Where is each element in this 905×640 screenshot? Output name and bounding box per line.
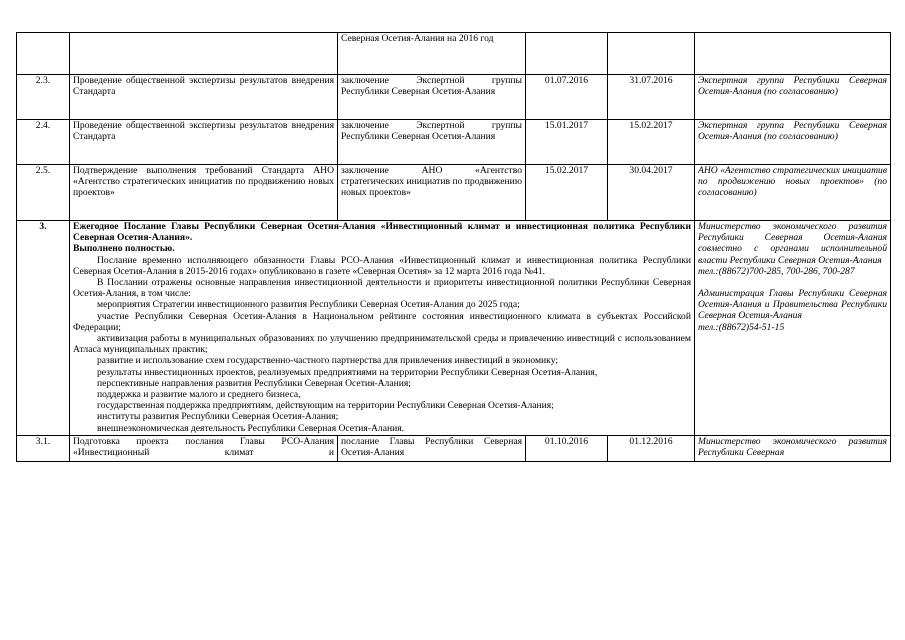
list-item: институты развития Республики Северная Осетия-Алания; (97, 411, 339, 423)
list-item: перспективные направления развития Республики Северная Осетия-Алания; (97, 377, 411, 389)
status-text: Выполнено полностью. (73, 243, 175, 255)
responsible-administration: Администрация Главы Республики Северная Осетия-Алания и Правительства Республики Северная Осетия-Алания (698, 288, 887, 322)
start-date-cell: 01.10.2016 (526, 435, 608, 461)
section-heading: Ежегодное Послание Главы Республики Северная Осетия-Алания «Инвестиционный климат и инвестиционная политика Республики Северная Осетия-Алания». (73, 221, 691, 244)
responsible-cell (695, 33, 891, 75)
paragraph: В Послании отражены основные направления инвестиционной деятельности и приоритеты инвестиционной политики Республики Северная Осетия-Алания, в том числе: (73, 277, 691, 300)
row-number: 2.5. (17, 165, 70, 221)
list-item: внешнеэкономическая деятельность Республики Северная Осетия-Алания. (97, 422, 405, 434)
document-type-cell: Северная Осетия-Алания на 2016 год (338, 33, 526, 75)
section-number: 3. (17, 221, 70, 436)
end-date-cell: 30.04.2017 (608, 165, 695, 221)
list-item: государственная поддержка предприятиям, действующим на территории Республики Северная Осетия-Алания; (97, 400, 554, 412)
end-date-cell: 15.02.2017 (608, 120, 695, 165)
end-date-cell (608, 33, 695, 75)
responsible-cell: Министерство экономического развития Республики Северная (695, 435, 891, 461)
table-row (17, 75, 891, 120)
list-item: поддержка и развитие малого и среднего бизнеса, (97, 389, 301, 401)
list-item: развитие и использование схем государственно-частного партнерства для привлечения инвестиций в экономику; (97, 355, 559, 367)
list-item: участие Республики Северная Осетия-Алания в Национальном рейтинге состояния инвестиционного климата в субъектах Российской Федерации; (73, 310, 691, 333)
table-row (17, 221, 891, 436)
end-date-cell: 01.12.2016 (608, 435, 695, 461)
responsible-cell: АНО «Агентство стратегических инициатив по продвижению новых проектов» (по согласованию) (695, 165, 891, 221)
start-date-cell: 15.01.2017 (526, 120, 608, 165)
end-date-cell: 31.07.2016 (608, 75, 695, 120)
row-number (17, 33, 70, 75)
row-number: 2.4. (17, 120, 70, 165)
table-row (17, 120, 891, 165)
document-type-cell: заключение АНО «Агентство стратегических инициатив по продвижению новых проектов» (338, 165, 526, 221)
responsible-cell: Экспертная группа Республики Северная Осетия-Алания (по согласованию) (695, 120, 891, 165)
start-date-cell (526, 33, 608, 75)
phone-text: тел.:(88672)54-51-15 (698, 321, 785, 333)
document-type-cell: заключение Экспертной группы Республики Северная Осетия-Алания (338, 120, 526, 165)
list-item: мероприятия Стратегии инвестиционного развития Республики Северная Осетия-Алания до 2025 года; (97, 299, 520, 311)
row-number: 3.1. (17, 435, 70, 461)
start-date-cell: 15.02.2017 (526, 165, 608, 221)
responsible-cell: Экспертная группа Республики Северная Осетия-Алания (по согласованию) (695, 75, 891, 120)
task-cell (70, 33, 338, 75)
task-cell: Подтверждение выполнения требований Стандарта АНО «Агентство стратегических инициатив по продвижению новых проектов» (70, 165, 338, 221)
action-plan-table (16, 32, 891, 462)
task-cell: Проведение общественной экспертизы результатов внедрения Стандарта (70, 75, 338, 120)
table-row (17, 165, 891, 221)
table-row (17, 33, 891, 75)
row-number: 2.3. (17, 75, 70, 120)
section-content-cell (70, 221, 695, 436)
phone-text: тел.:(88672)700-285, 700-286, 700-287 (698, 265, 855, 277)
spacer (698, 277, 887, 288)
responsible-ministry: Министерство экономического развития Республики Северная Осетия-Алания совместно с органами исполнительной власти Республики Северная Осетия-Алания (698, 221, 887, 266)
document-type-cell: послание Главы Республики Северная Осетия-Алания (338, 435, 526, 461)
task-cell: Подготовка проекта послания Главы РСО-Алания «Инвестиционный климат и (70, 435, 338, 461)
start-date-cell: 01.07.2016 (526, 75, 608, 120)
list-item: активизация работы в муниципальных образованиях по улучшению предпринимательской среды и привлечению инвестиций с использованием Атласа муниципальных практик; (73, 333, 691, 356)
document-type-cell: заключение Экспертной группы Республики Северная Осетия-Алания (338, 75, 526, 120)
paragraph: Послание временно исполняющего обязанности Главы РСО-Алания «Инвестиционный климат и инвестиционная политика Республики Северная Осетия-Алания в 2015-2016 годах» опубликовано в газете «Северная Осетия» за 12 марта 2016 года №41. (73, 254, 691, 277)
responsible-cell (695, 221, 891, 436)
list-item: результаты инвестиционных проектов, реализуемых предприятиями на территории Республики Северная Осетия-Алания, (97, 366, 598, 378)
task-cell: Проведение общественной экспертизы результатов внедрения Стандарта (70, 120, 338, 165)
table-row (17, 435, 891, 461)
